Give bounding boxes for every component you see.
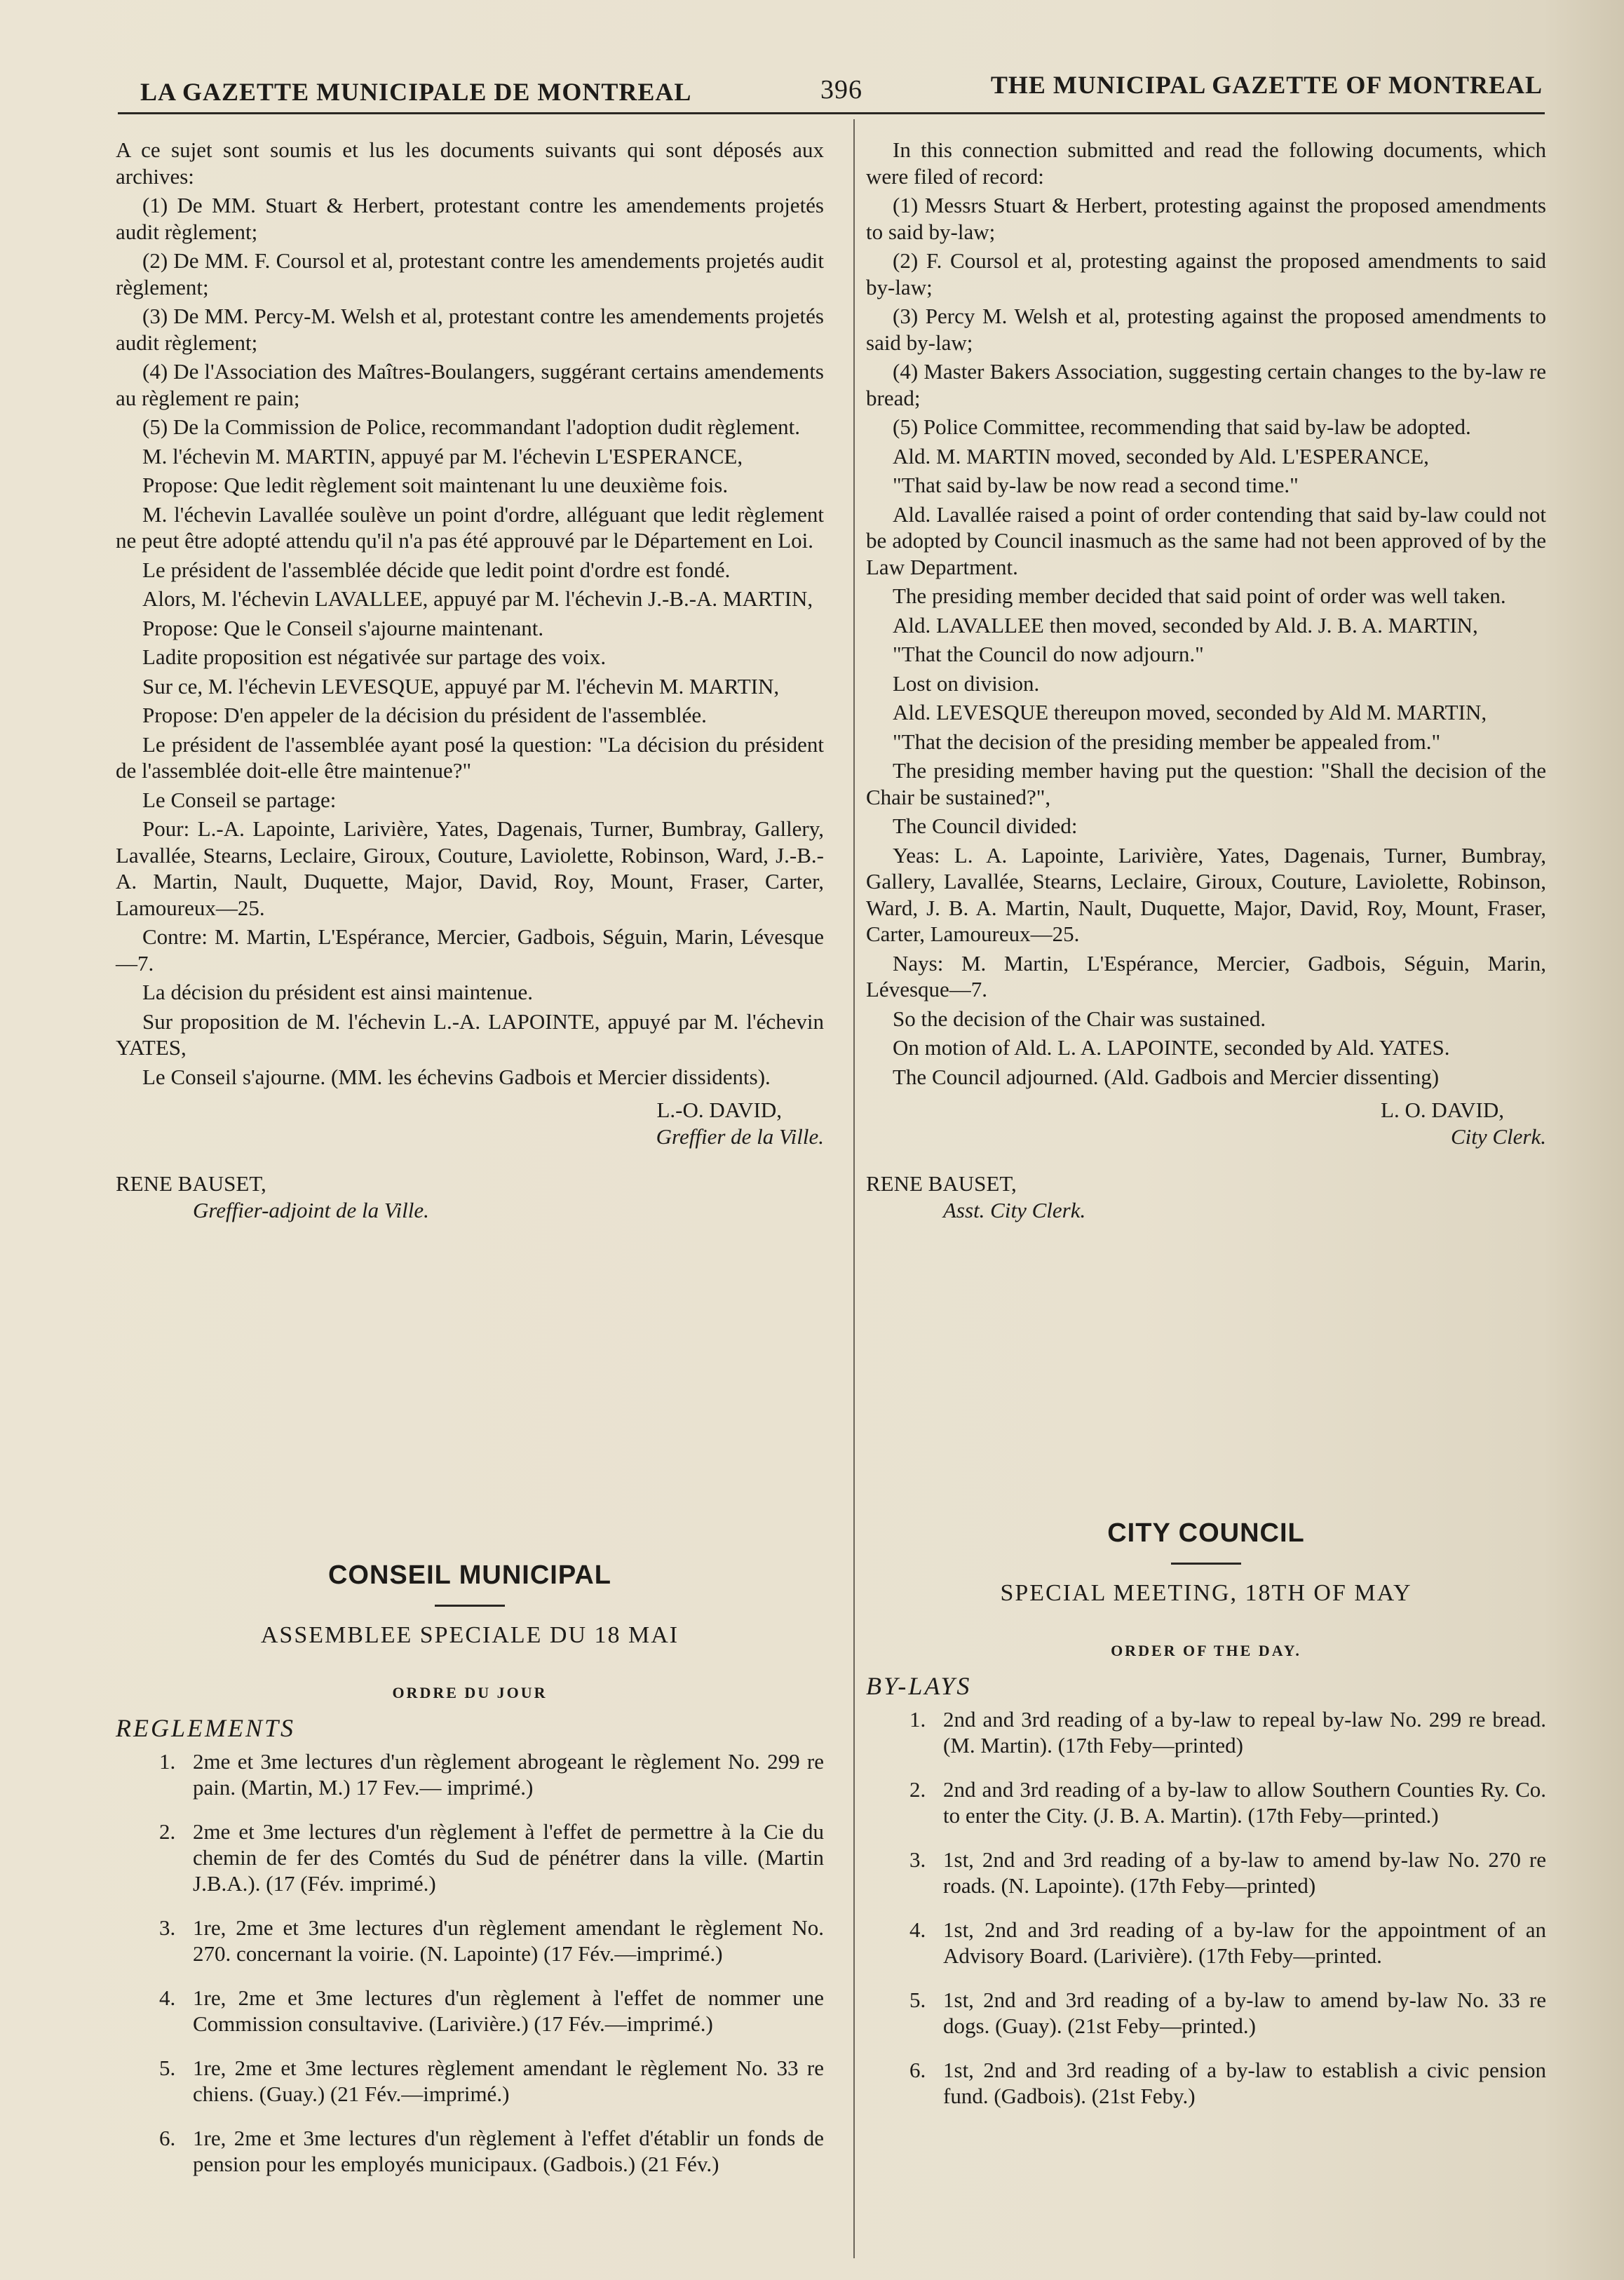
fr-paragraph: Sur proposition de M. l'échevin L.-A. LAPOINTE, appuyé par M. l'échevin YATES, bbox=[116, 1009, 824, 1060]
en-paragraph: In this connection submitted and read the following documents, which were filed of record: bbox=[866, 137, 1546, 189]
en-order-heading: ORDER OF THE DAY. bbox=[1111, 1642, 1301, 1659]
en-paragraph: The Council divided: bbox=[893, 814, 1078, 838]
en-assistant-signature bbox=[866, 1171, 1546, 1223]
header-french-title: LA GAZETTE MUNICIPALE DE MONTREAL bbox=[140, 78, 692, 106]
fr-paragraph: M. l'échevin Lavallée soulève un point d'ordre, alléguant que ledit règlement ne peut être adopté attendu qu'il n'a pas été approuvé par le Département en Loi. bbox=[116, 501, 824, 553]
fr-paragraph: Propose: Que le Conseil s'ajourne maintenant. bbox=[142, 615, 544, 640]
en-agenda-item: 4. 1st, 2nd and 3rd reading of a by-law for the appointment of an Advisory Board. (Larivière). (17th Feby—printed. bbox=[909, 1917, 1546, 1968]
en-paragraph: On motion of Ald. L. A. LAPOINTE, seconded by Ald. YATES. bbox=[893, 1035, 1450, 1060]
en-clerk-name: L. O. DAVID, bbox=[1381, 1098, 1504, 1122]
en-meeting-title: SPECIAL MEETING, 18TH OF MAY bbox=[1000, 1580, 1412, 1606]
en-paragraph: Ald. LAVALLEE then moved, seconded by Ald. J. B. A. MARTIN, bbox=[893, 612, 1478, 638]
en-section-rule bbox=[1171, 1563, 1241, 1565]
fr-paragraph: A ce sujet sont soumis et lus les documents suivants qui sont déposés aux archives: bbox=[116, 137, 824, 189]
en-paragraph: (1) Messrs Stuart & Herbert, protesting against the proposed amendments to said by-law; bbox=[866, 193, 1546, 244]
fr-council-section bbox=[116, 1560, 824, 2195]
fr-assistant-role: Greffier-adjoint de la Ville. bbox=[193, 1197, 429, 1222]
en-paragraph: Ald. LEVESQUE thereupon moved, seconded by Ald M. MARTIN, bbox=[893, 700, 1487, 724]
fr-paragraph: Le Conseil s'ajourne. (MM. les échevins Gadbois et Mercier dissidents). bbox=[142, 1064, 771, 1089]
fr-paragraph: (1) De MM. Stuart & Herbert, protestant contre les amendements projetés audit règlement; bbox=[116, 193, 824, 244]
en-paragraph: Lost on division. bbox=[893, 670, 1040, 696]
fr-paragraph: Sur ce, M. l'échevin LEVESQUE, appuyé par M. l'échevin M. MARTIN, bbox=[142, 673, 780, 699]
fr-assistant-name: RENE BAUSET, bbox=[116, 1171, 266, 1196]
header-english-title: THE MUNICIPAL GAZETTE OF MONTREAL bbox=[990, 71, 1543, 99]
en-paragraph: Ald. M. MARTIN moved, seconded by Ald. L'ESPERANCE, bbox=[893, 443, 1429, 468]
fr-agenda-item: 4. 1re, 2me et 3me lectures d'un règlement à l'effet de nommer une Commission consultavive. (Larivière.) (17 Fév.—imprimé.) bbox=[159, 1985, 824, 2036]
en-section-title: CITY COUNCIL bbox=[1107, 1518, 1305, 1548]
fr-agenda-list bbox=[116, 1748, 824, 2177]
french-column bbox=[116, 137, 824, 1223]
fr-paragraph: (5) De la Commission de Police, recommandant l'adoption dudit règlement. bbox=[142, 414, 800, 439]
en-agenda-item: 6. 1st, 2nd and 3rd reading of a by-law to establish a civic pension fund. (Gadbois). (21st Feby.) bbox=[909, 2058, 1546, 2108]
fr-agenda-item: 3. 1re, 2me et 3me lectures d'un règlement amendant le règlement No. 270. concernant la voirie. (N. Lapointe) (17 Fév.—imprimé.) bbox=[159, 1915, 824, 1966]
header-rule bbox=[118, 112, 1545, 114]
en-agenda-item: 2. 2nd and 3rd reading of a by-law to allow Southern Counties Ry. Co. to enter the City. (J. B. A. Martin). (17th Feby—printed.) bbox=[909, 1777, 1546, 1828]
fr-assistant-signature bbox=[116, 1171, 824, 1223]
en-paragraph: Yeas: L. A. Lapointe, Larivière, Yates, Dagenais, Turner, Bumbray, Gallery, Lavallée, Stearns, Leclaire, Giroux, Couture, Laviolette, Robinson, Ward, J. B. A. Martin, Nault, Duquette, Major, David, Roy, Mount, Fraser, Carter, Lamoureux—25. bbox=[866, 842, 1546, 946]
fr-paragraph: Contre: M. Martin, L'Espérance, Mercier, Gadbois, Séguin, Marin, Lévesque—7. bbox=[116, 924, 824, 976]
english-column bbox=[866, 137, 1546, 1223]
fr-order-heading: ORDRE DU JOUR bbox=[392, 1684, 548, 1701]
fr-paragraph: Ladite proposition est négativée sur partage des voix. bbox=[142, 645, 607, 669]
fr-paragraph: Propose: D'en appeler de la décision du président de l'assemblée. bbox=[142, 703, 707, 727]
en-paragraph: The Council adjourned. (Ald. Gadbois and Mercier dissenting) bbox=[893, 1064, 1440, 1089]
en-council-section bbox=[866, 1518, 1546, 2127]
en-agenda-list bbox=[866, 1706, 1546, 2109]
fr-paragraph: Le Conseil se partage: bbox=[142, 787, 337, 812]
en-paragraph: "That said by-law be now read a second time." bbox=[893, 473, 1299, 497]
en-agenda-item: 3. 1st, 2nd and 3rd reading of a by-law to amend by-law No. 270 re roads. (N. Lapointe). (17th Feby—printed) bbox=[909, 1847, 1546, 1898]
fr-paragraph: Propose: Que ledit règlement soit maintenant lu une deuxième fois. bbox=[142, 473, 729, 497]
en-agenda-item: 1. 2nd and 3rd reading of a by-law to repeal by-law No. 299 re bread. (M. Martin). (17th Feby—printed) bbox=[909, 1707, 1546, 1758]
fr-meeting-title: ASSEMBLEE SPECIALE DU 18 MAI bbox=[260, 1622, 679, 1648]
en-paragraph: So the decision of the Chair was sustained. bbox=[893, 1006, 1266, 1031]
en-paragraph: (3) Percy M. Welsh et al, protesting against the proposed amendments to said by-law; bbox=[866, 304, 1546, 355]
fr-paragraph: La décision du président est ainsi maintenue. bbox=[142, 980, 533, 1004]
fr-agenda-item: 2. 2me et 3me lectures d'un règlement à l'effet de permettre à la Cie du chemin de fer des Comtés du Sud de pénétrer dans la ville. (Martin J.B.A.). (17 (Fév. imprimé.) bbox=[159, 1819, 824, 1896]
en-assistant-role: Asst. City Clerk. bbox=[943, 1197, 1086, 1222]
en-paragraph: The presiding member decided that said point of order was well taken. bbox=[893, 584, 1506, 608]
fr-section-rule bbox=[435, 1605, 505, 1607]
fr-agenda-item: 6. 1re, 2me et 3me lectures d'un règlement à l'effet d'établir un fonds de pension pour les employés municipaux. (Gadbois.) (21 Fév.) bbox=[159, 2126, 824, 2176]
en-paragraph: (4) Master Bakers Association, suggesting certain changes to the by-law re bread; bbox=[866, 359, 1546, 410]
en-paragraph: "That the Council do now adjourn." bbox=[893, 642, 1204, 666]
fr-paragraph: Pour: L.-A. Lapointe, Larivière, Yates, Dagenais, Turner, Bumbray, Gallery, Lavallée, Stearns, Leclaire, Giroux, Couture, Laviolette, Robinson, Ward, J.-B.-A. Martin, Nault, Duquette, Major, David, Roy, Mount, Fraser, Carter, Lamoureux—25. bbox=[116, 816, 824, 920]
column-divider bbox=[853, 119, 855, 2258]
fr-paragraph: Le président de l'assemblée décide que ledit point d'ordre est fondé. bbox=[142, 557, 731, 582]
fr-paragraph: (3) De MM. Percy-M. Welsh et al, protestant contre les amendements projetés audit règlement; bbox=[116, 304, 824, 355]
fr-agenda-item: 5. 1re, 2me et 3me lectures règlement amendant le règlement No. 33 re chiens. (Guay.) (21 Fév.—imprimé.) bbox=[159, 2056, 824, 2106]
en-paragraph: Nays: M. Martin, L'Espérance, Mercier, Gadbois, Séguin, Marin, Lévesque—7. bbox=[866, 950, 1546, 1001]
en-bylaws-heading: BY-LAYS bbox=[866, 1672, 972, 1700]
fr-section-title: CONSEIL MUNICIPAL bbox=[327, 1560, 612, 1590]
fr-bylaws-heading: REGLEMENTS bbox=[116, 1714, 296, 1742]
en-assistant-name: RENE BAUSET, bbox=[866, 1171, 1017, 1196]
fr-agenda-item: 1. 2me et 3me lectures d'un règlement abrogeant le règlement No. 299 re pain. (Martin, M.) 17 Fev.— imprimé.) bbox=[159, 1749, 824, 1800]
fr-paragraph: (2) De MM. F. Coursol et al, protestant contre les amendements projetés audit règlement; bbox=[116, 248, 824, 299]
en-agenda-item: 5. 1st, 2nd and 3rd reading of a by-law to amend by-law No. 33 re dogs. (Guay). (21st Feby—printed.) bbox=[909, 1988, 1546, 2038]
fr-clerk-role: Greffier de la Ville. bbox=[656, 1124, 824, 1149]
page-number: 396 bbox=[820, 75, 862, 104]
en-clerk-role: City Clerk. bbox=[1450, 1124, 1546, 1149]
fr-signature bbox=[116, 1097, 824, 1149]
en-paragraph: "That the decision of the presiding member be appealed from." bbox=[893, 729, 1441, 754]
en-paragraph: (5) Police Committee, recommending that said by-law be adopted. bbox=[893, 414, 1471, 439]
en-signature bbox=[866, 1097, 1546, 1149]
running-header bbox=[119, 70, 1543, 112]
fr-paragraph: (4) De l'Association des Maîtres-Boulangers, suggérant certains amendements au règlement re pain; bbox=[116, 359, 824, 410]
fr-paragraph: Alors, M. l'échevin LAVALLEE, appuyé par M. l'échevin J.-B.-A. MARTIN, bbox=[142, 586, 813, 611]
en-paragraph: The presiding member having put the question: "Shall the decision of the Chair be sustained?", bbox=[866, 758, 1546, 809]
fr-paragraph: M. l'échevin M. MARTIN, appuyé par M. l'échevin L'ESPERANCE, bbox=[142, 443, 743, 468]
en-paragraph: (2) F. Coursol et al, protesting against the proposed amendments to said by-law; bbox=[866, 248, 1546, 299]
en-paragraph: Ald. Lavallée raised a point of order contending that said by-law could not be adopted by Council inasmuch as the same had not been approved of by the Law Department. bbox=[866, 501, 1546, 579]
fr-paragraph: Le président de l'assemblée ayant posé la question: "La décision du président de l'assemblée doit-elle être maintenue?" bbox=[116, 731, 824, 783]
fr-clerk-name: L.-O. DAVID, bbox=[656, 1098, 782, 1122]
